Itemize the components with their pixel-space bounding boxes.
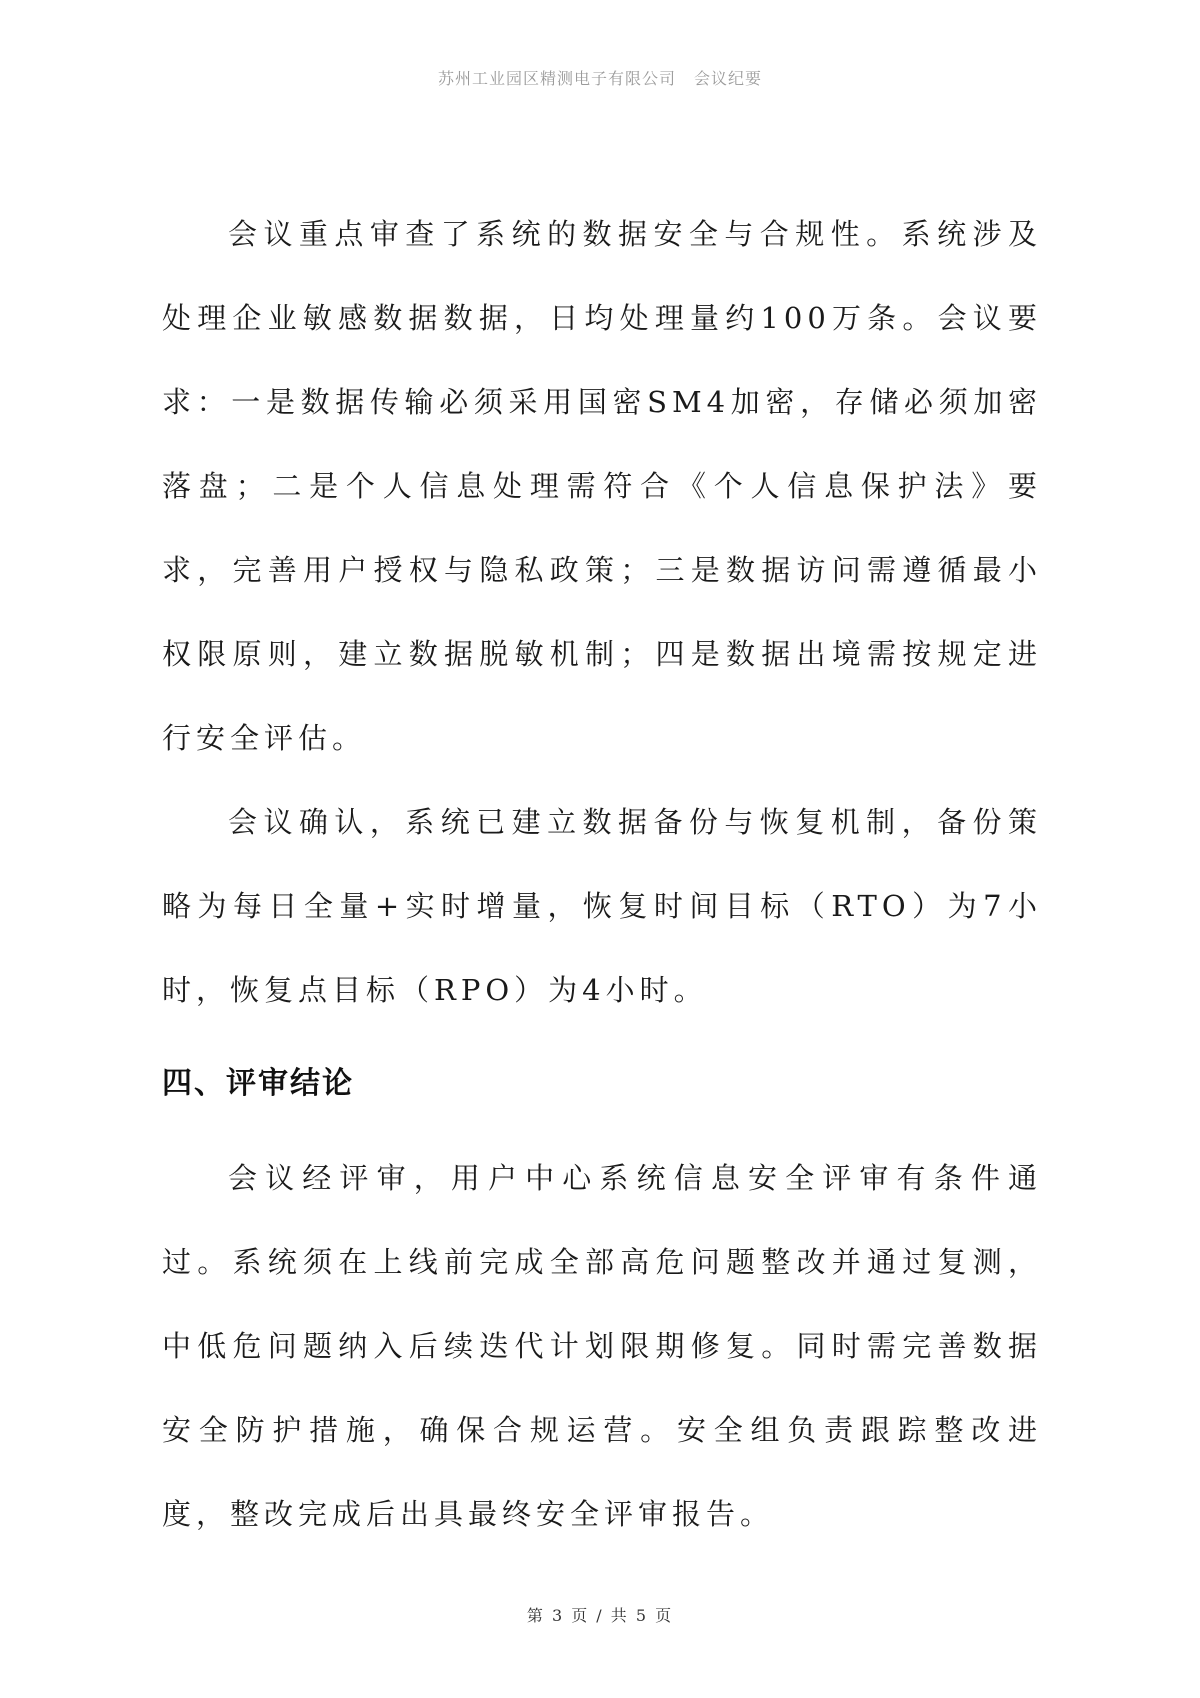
- page-header: [0, 66, 1200, 89]
- header-doc-type: 会议纪要: [694, 69, 763, 88]
- document-body: [162, 192, 1042, 1556]
- page-number: 第 3 页 / 共 5 页: [526, 1606, 674, 1625]
- paragraph-review-conclusion: 会议经评审，用户中心系统信息安全评审有条件通过。系统须在上线前完成全部高危问题整改并通过复测，中低危问题纳入后续迭代计划限期修复。同时需完善数据安全防护措施，确保合规运营。安全组负责跟踪整改进度，整改完成后出具最终安全评审报告。: [162, 1161, 1042, 1531]
- paragraph-data-security: 会议重点审查了系统的数据安全与合规性。系统涉及处理企业敏感数据数据，日均处理量约100万条。会议要求：一是数据传输必须采用国密SM4加密，存储必须加密落盘；二是个人信息处理需符合《个人信息保护法》要求，完善用户授权与隐私政策；三是数据访问需遵循最小权限原则，建立数据脱敏机制；四是数据出境需按规定进行安全评估。: [162, 217, 1042, 755]
- section-heading-review-conclusion: 四、评审结论: [162, 1066, 354, 1101]
- paragraph-backup-recovery: 会议确认，系统已建立数据备份与恢复机制，备份策略为每日全量+实时增量，恢复时间目标（RTO）为7小时，恢复点目标（RPO）为4小时。: [162, 805, 1042, 1007]
- header-company: 苏州工业园区精测电子有限公司: [437, 69, 676, 88]
